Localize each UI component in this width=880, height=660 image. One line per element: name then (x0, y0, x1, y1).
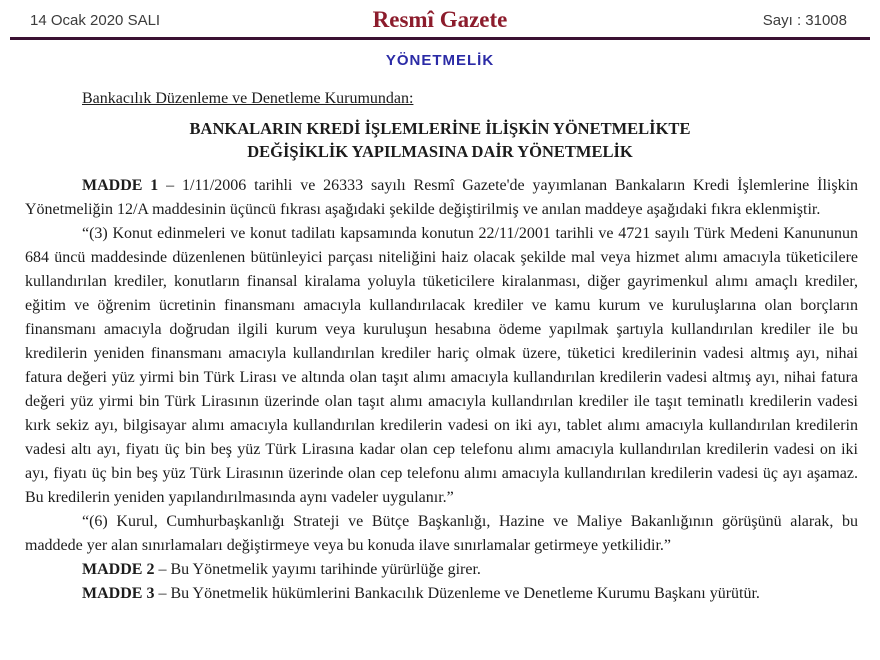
article-2-label: MADDE 2 (82, 561, 155, 578)
regulation-body (25, 174, 858, 606)
article-2-text: – Bu Yönetmelik yayımı tarihinde yürürlüğe girer. (158, 561, 481, 578)
article-3-label: MADDE 3 (82, 585, 155, 602)
article-3-paragraph (25, 582, 858, 606)
gazette-issue-number: Sayı : 31008 (762, 12, 847, 29)
amended-clause-3-text: “(3) Konut edinmeleri ve konut tadilatı kapsamında konutun 22/11/2001 tarihli ve 4721 sayılı Türk Medeni Kanununun 684 üncü maddesinde düzenlenen bütünleyici parçası niteliğini haiz olacak şekilde mal veya hizmet alımı amacıyla tüketicilere kullandırılan krediler, konutların finansal kiralama yoluyla tüketicilere kiralanması, diğer gayrimenkul alımı amaçlı krediler, eğitim ve öğrenim ücretinin finansmanı amacıyla kullandırılacak krediler ve kamu kurum ve kuruluşlarına olan borçların finansmanı amacıyla doğrudan ilgili kurum veya kuruluşun hesabına ödeme yapılmak şartıyla kullandırılan krediler ile bu kredilerin yeniden finansmanı amacıyla kullandırılan krediler hariç olmak üzere, tüketici kredilerinin vadesi altmış ayı, nihai fatura değeri yüz yirmi bin Türk Lirası ve altında olan taşıt alımı amacıyla kullandırılan kredilerin vadesi altmış ayı, nihai fatura değeri yüz yirmi bin Türk Lirasının üzerinde olan taşıt alımı amacıyla kullandırılan krediler ile taşıt teminatlı kredilerin vadesi kırk sekiz ayı, bilgisayar alımı amacıyla kullandırılan kredilerin vadesi on iki ayı, tablet alımı amacıyla kullandırılan kredilerin vadesi altı ayı, fiyatı üç bin beş yüz Türk Lirasına kadar olan cep telefonu alımı amacıyla kullandırılan kredilerin vadesi on iki ayı, fiyatı üç bin beş yüz Türk Lirasının üzerinde olan cep telefonu alımı amacıyla kullandırılan kredilerin vadesi üç ayı aşamaz. Bu kredilerin yeniden yapılandırılmasında aynı vadeler uygulanır.” (25, 225, 858, 506)
article-3-text: – Bu Yönetmelik hükümlerini Bankacılık Düzenleme ve Denetleme Kurumu Başkanı yürütür. (158, 585, 760, 602)
gazette-masthead (0, 0, 880, 38)
issuing-authority: Bankacılık Düzenleme ve Denetleme Kurumundan: (82, 90, 414, 107)
article-1-label: MADDE 1 (82, 177, 159, 194)
gazette-title: Resmî Gazete (372, 7, 508, 32)
regulation-title-line2: DEĞİŞİKLİK YAPILMASINA DAİR YÖNETMELİK (247, 142, 633, 161)
gazette-date: 14 Ocak 2020 SALI (30, 12, 161, 29)
amended-clause-6-text: “(6) Kurul, Cumhurbaşkanlığı Strateji ve Bütçe Başkanlığı, Hazine ve Maliye Bakanlığının görüşünü alarak, bu maddede yer alan sınırlamaları değiştirmeye veya bu konuda ilave sınırlamalar getirmeye yetkilidir.” (25, 513, 858, 554)
regulation-title-line1: BANKALARIN KREDİ İŞLEMLERİNE İLİŞKİN YÖNETMELİKTE (189, 119, 691, 138)
article-1-text: – 1/11/2006 tarihli ve 26333 sayılı Resmî Gazete'de yayımlanan Bankaların Kredi İşlemlerine İlişkin Yönetmeliğin 12/A maddesinin üçüncü fıkrası aşağıdaki şekilde değiştirilmiş ve anılan maddeye aşağıdaki fıkra eklenmiştir. (25, 177, 859, 218)
amended-clause-6-paragraph (25, 510, 858, 558)
article-2-paragraph (25, 558, 858, 582)
regulation-title (0, 117, 880, 163)
article-1-paragraph (25, 174, 858, 222)
masthead-divider (10, 37, 870, 40)
section-label: YÖNETMELİK (385, 52, 495, 69)
amended-clause-3-paragraph (25, 222, 858, 510)
